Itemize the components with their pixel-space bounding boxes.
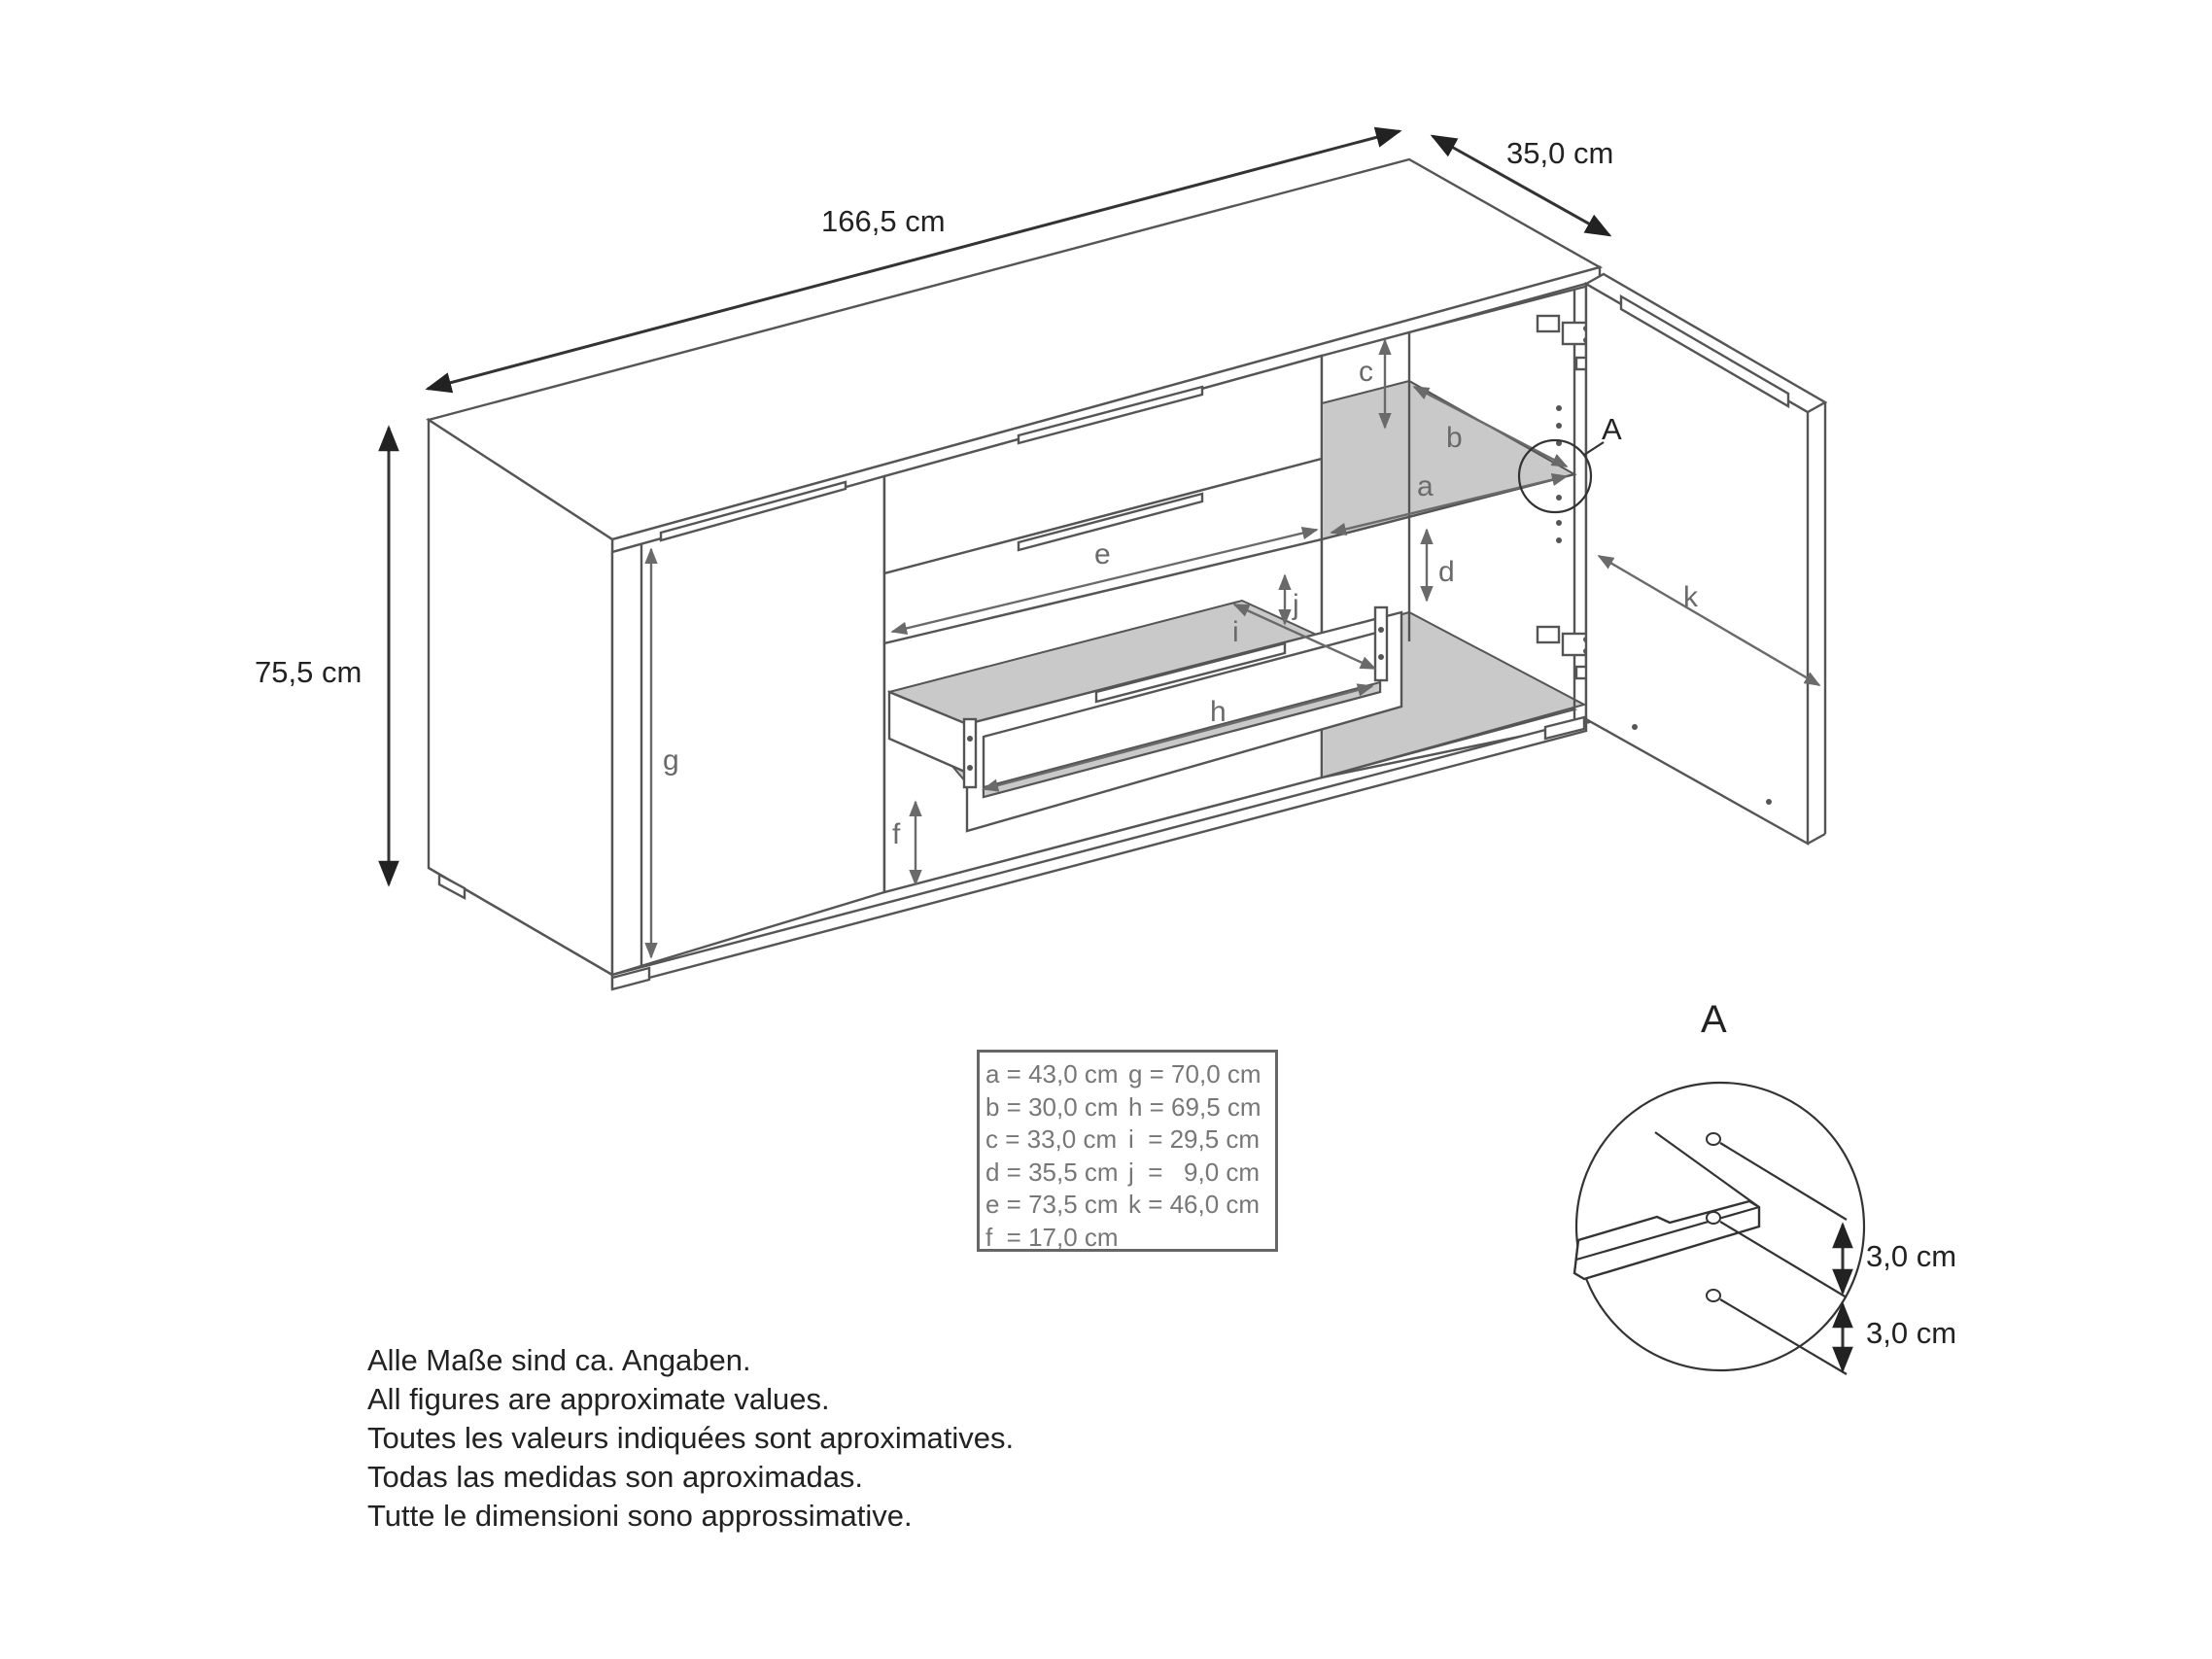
door-dot-2 <box>1766 799 1772 805</box>
legend-left: c = 33,0 cm <box>985 1124 1118 1154</box>
legend-row <box>985 1222 1269 1255</box>
detail-spacing-label-1: 3,0 cm <box>1866 1239 1957 1273</box>
detail-hole-3 <box>1707 1290 1720 1301</box>
right-door <box>1586 284 1808 844</box>
label-b: b <box>1446 422 1463 454</box>
legend-left: e = 73,5 cm <box>985 1190 1119 1219</box>
note-es: Todas las medidas son aproximadas. <box>367 1460 864 1494</box>
left-door <box>612 476 884 975</box>
note-fr: Toutes les valeurs indiquées sont aproximatives. <box>367 1421 1015 1455</box>
legend-row <box>985 1157 1269 1190</box>
legend-row <box>985 1091 1269 1124</box>
note-en: All figures are approximate values. <box>367 1382 830 1416</box>
legend-right: i = 29,5 cm <box>1127 1124 1261 1154</box>
legend-left: d = 35,5 cm <box>985 1157 1119 1187</box>
detail-shelf <box>1574 1201 1759 1279</box>
label-g: g <box>663 744 679 777</box>
legend-left: f = 17,0 cm <box>985 1222 1119 1252</box>
detail-hole-2 <box>1707 1212 1720 1224</box>
label-h: h <box>1210 696 1227 728</box>
label-a: a <box>1417 470 1434 502</box>
label-e: e <box>1094 538 1111 570</box>
label-j: j <box>1293 589 1299 621</box>
detail-leader-3 <box>1720 1299 1847 1374</box>
legend-left: b = 30,0 cm <box>985 1091 1119 1122</box>
detail-spacing-label-2: 3,0 cm <box>1866 1316 1957 1350</box>
depth-label: 35,0 cm <box>1506 136 1614 170</box>
door-dot <box>1632 724 1638 730</box>
detail-title: A <box>1701 998 1727 1041</box>
legend-row <box>985 1123 1269 1157</box>
label-d: d <box>1438 556 1455 588</box>
legend-row <box>985 1058 1269 1091</box>
legend-right: k = 46,0 cm <box>1127 1190 1261 1219</box>
approximate-values-notes <box>367 1341 1014 1536</box>
legend-right: h = 69,5 cm <box>1127 1091 1262 1122</box>
height-label: 75,5 cm <box>255 655 363 689</box>
legend-right <box>1128 1222 1269 1255</box>
label-k: k <box>1683 581 1698 613</box>
note-it: Tutte le dimensioni sono approssimative. <box>367 1499 913 1533</box>
width-label: 166,5 cm <box>821 204 946 238</box>
label-c: c <box>1359 356 1373 388</box>
note-de: Alle Maße sind ca. Angaben. <box>367 1343 751 1377</box>
legend-right: g = 70,0 cm <box>1127 1059 1262 1089</box>
detail-marker-label: A <box>1602 412 1622 446</box>
detail-leader-2 <box>1720 1222 1847 1297</box>
detail-hole-1 <box>1707 1133 1720 1145</box>
measurements-legend <box>977 1050 1278 1252</box>
legend-left: a = 43,0 cm <box>985 1059 1119 1089</box>
legend-row <box>985 1189 1269 1222</box>
label-i: i <box>1232 616 1239 648</box>
legend-right: j = 9,0 cm <box>1127 1157 1261 1187</box>
right-door-bottom <box>1808 834 1825 844</box>
label-f: f <box>892 818 901 850</box>
